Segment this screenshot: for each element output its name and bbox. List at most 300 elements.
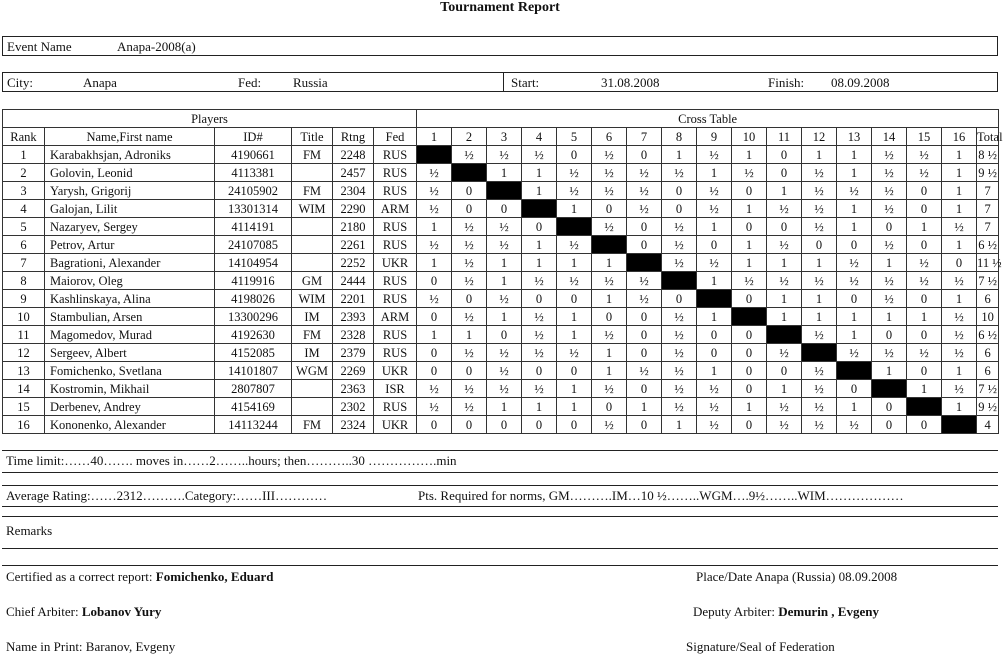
- result-cell: 0: [662, 182, 697, 200]
- result-cell: ½: [697, 380, 732, 398]
- result-cell: ½: [452, 254, 487, 272]
- total-cell: 11 ½: [977, 255, 1002, 270]
- result-cell: 0: [417, 362, 452, 380]
- rating-cell: 2302: [333, 398, 374, 416]
- result-cell: 0: [697, 326, 732, 344]
- federation-cell: UKR: [374, 416, 417, 434]
- result-cell: 0: [662, 200, 697, 218]
- result-cell: 1: [837, 200, 872, 218]
- player-name-cell: Karabakhsjan, Adroniks: [45, 146, 215, 164]
- result-cell: 0: [907, 362, 942, 380]
- result-cell: 0: [837, 380, 872, 398]
- player-id-cell: 4154169: [215, 398, 292, 416]
- result-cell: 0: [452, 182, 487, 200]
- total-cell: 7: [977, 200, 999, 218]
- round-header: 3: [487, 128, 522, 146]
- result-cell: 0: [557, 416, 592, 434]
- result-cell: 0: [417, 272, 452, 290]
- result-cell: ½: [837, 254, 872, 272]
- result-cell: ½: [837, 182, 872, 200]
- event-row: [2, 36, 998, 56]
- player-id-cell: 4119916: [215, 272, 292, 290]
- result-cell: 1: [697, 308, 732, 326]
- title-cell: [292, 254, 333, 272]
- result-cell: ½: [627, 182, 662, 200]
- result-cell: 1: [522, 254, 557, 272]
- result-cell: 0: [592, 200, 627, 218]
- column-header: Rank: [3, 128, 45, 146]
- result-cell: 1: [592, 344, 627, 362]
- result-cell: 1: [662, 146, 697, 164]
- result-cell: ½: [872, 200, 907, 218]
- result-cell: ½: [522, 326, 557, 344]
- federation-cell: RUS: [374, 236, 417, 254]
- player-id-cell: 24107085: [215, 236, 292, 254]
- self-pairing-cell: [452, 164, 487, 182]
- divider-remarks-bottom: [2, 548, 998, 549]
- player-name-cell: Kostromin, Mikhail: [45, 380, 215, 398]
- result-cell: ½: [662, 326, 697, 344]
- rank-cell: 2: [3, 164, 45, 182]
- result-cell: 0: [627, 146, 662, 164]
- total-cell: 7 ½: [978, 381, 997, 396]
- result-cell: 0: [837, 236, 872, 254]
- player-name-cell: Kashlinskaya, Alina: [45, 290, 215, 308]
- federation-cell: RUS: [374, 326, 417, 344]
- rating-cell: 2324: [333, 416, 374, 434]
- result-cell: ½: [592, 416, 627, 434]
- self-pairing-cell: [942, 416, 977, 434]
- result-cell: ½: [907, 146, 942, 164]
- result-cell: ½: [767, 398, 802, 416]
- round-header: 15: [907, 128, 942, 146]
- rating-cell: 2379: [333, 344, 374, 362]
- table-row: [3, 200, 999, 218]
- result-cell: 1: [592, 362, 627, 380]
- self-pairing-cell: [767, 326, 802, 344]
- rating-cell: 2290: [333, 200, 374, 218]
- result-cell: ½: [417, 290, 452, 308]
- result-cell: 0: [802, 236, 837, 254]
- result-cell: 1: [557, 308, 592, 326]
- rating-cell: 2180: [333, 218, 374, 236]
- rating-cell: 2444: [333, 272, 374, 290]
- title-cell: [292, 380, 333, 398]
- certified-line: [6, 569, 274, 585]
- result-cell: 1: [942, 182, 977, 200]
- result-cell: ½: [837, 272, 872, 290]
- result-cell: 1: [837, 398, 872, 416]
- title-cell: [292, 236, 333, 254]
- result-cell: 1: [697, 164, 732, 182]
- result-cell: 1: [767, 308, 802, 326]
- result-cell: 0: [872, 218, 907, 236]
- result-cell: ½: [627, 290, 662, 308]
- federation-cell: UKR: [374, 362, 417, 380]
- title-cell: WIM: [292, 290, 333, 308]
- result-cell: ½: [907, 164, 942, 182]
- result-cell: 1: [942, 362, 977, 380]
- city-value: Anapa: [83, 75, 117, 90]
- rating-cell: 2304: [333, 182, 374, 200]
- result-cell: ½: [662, 164, 697, 182]
- result-cell: ½: [697, 416, 732, 434]
- player-name-cell: Magomedov, Murad: [45, 326, 215, 344]
- player-name-cell: Galojan, Lilit: [45, 200, 215, 218]
- player-id-cell: 4152085: [215, 344, 292, 362]
- divider-rating-bottom: [2, 506, 998, 507]
- player-name-cell: Derbenev, Andrey: [45, 398, 215, 416]
- event-name-label: Event Name: [7, 39, 72, 54]
- result-cell: ½: [872, 236, 907, 254]
- result-cell: ½: [417, 398, 452, 416]
- result-cell: ½: [662, 398, 697, 416]
- total-cell: 7: [977, 218, 999, 236]
- rating-cell: 2201: [333, 290, 374, 308]
- result-cell: ½: [417, 236, 452, 254]
- result-cell: 1: [557, 380, 592, 398]
- self-pairing-cell: [662, 272, 697, 290]
- table-row: [3, 416, 999, 434]
- player-id-cell: 24105902: [215, 182, 292, 200]
- result-cell: ½: [592, 164, 627, 182]
- title-cell: [292, 398, 333, 416]
- federation-cell: RUS: [374, 290, 417, 308]
- rank-cell: 3: [3, 182, 45, 200]
- finish-label: Finish:: [768, 75, 805, 90]
- player-id-cell: 2807807: [215, 380, 292, 398]
- result-cell: 0: [732, 416, 767, 434]
- result-cell: 1: [732, 236, 767, 254]
- start-label: Start:: [511, 75, 540, 90]
- rank-cell: 16: [3, 416, 45, 434]
- result-cell: 1: [487, 308, 522, 326]
- title-cell: FM: [292, 416, 333, 434]
- result-cell: 1: [942, 200, 977, 218]
- result-cell: 1: [452, 326, 487, 344]
- result-cell: ½: [592, 218, 627, 236]
- name-in-print-line: [6, 639, 175, 655]
- rank-cell: 5: [3, 218, 45, 236]
- total-cell: 6: [977, 344, 999, 362]
- result-cell: ½: [802, 326, 837, 344]
- result-cell: 0: [627, 380, 662, 398]
- rating-cell: 2252: [333, 254, 374, 272]
- player-name-cell: Maiorov, Oleg: [45, 272, 215, 290]
- round-header: 14: [872, 128, 907, 146]
- self-pairing-cell: [697, 290, 732, 308]
- result-cell: ½: [942, 308, 977, 326]
- result-cell: ½: [767, 416, 802, 434]
- result-cell: 1: [417, 218, 452, 236]
- total-cell: 4: [977, 416, 999, 434]
- result-cell: 1: [732, 146, 767, 164]
- result-cell: ½: [452, 218, 487, 236]
- round-header: 6: [592, 128, 627, 146]
- rank-cell: 14: [3, 380, 45, 398]
- result-cell: 0: [732, 290, 767, 308]
- result-cell: 1: [942, 398, 977, 416]
- result-cell: 1: [697, 218, 732, 236]
- result-cell: 1: [802, 290, 837, 308]
- norms-required: Pts. Required for norms, GM……….IM…10 ½……..WGM….9½……..WIM………………: [418, 488, 904, 503]
- result-cell: ½: [417, 380, 452, 398]
- table-row: [3, 344, 999, 362]
- time-limit: Time limit:……40……. moves in……2……..hours; then………..30 …………….min: [6, 453, 457, 468]
- result-cell: ½: [767, 200, 802, 218]
- round-header: 8: [662, 128, 697, 146]
- result-cell: ½: [592, 146, 627, 164]
- result-cell: ½: [802, 200, 837, 218]
- result-cell: 1: [732, 398, 767, 416]
- result-cell: 0: [697, 236, 732, 254]
- self-pairing-cell: [487, 182, 522, 200]
- result-cell: 1: [837, 218, 872, 236]
- rank-cell: 9: [3, 290, 45, 308]
- federation-cell: RUS: [374, 218, 417, 236]
- result-cell: 0: [732, 344, 767, 362]
- rank-cell: 4: [3, 200, 45, 218]
- result-cell: ½: [452, 380, 487, 398]
- total-cell: 8 ½: [978, 147, 997, 162]
- cross-table-header: Cross Table: [417, 110, 999, 128]
- result-cell: ½: [802, 218, 837, 236]
- result-cell: 0: [452, 362, 487, 380]
- self-pairing-cell: [837, 362, 872, 380]
- divider-footer: [2, 565, 998, 566]
- result-cell: 1: [557, 398, 592, 416]
- table-row: [3, 164, 999, 182]
- result-cell: ½: [592, 380, 627, 398]
- name-in-print-label: Name in Print:: [6, 639, 83, 654]
- rating-cell: 2363: [333, 380, 374, 398]
- result-cell: ½: [697, 182, 732, 200]
- result-cell: 0: [872, 326, 907, 344]
- round-header: 2: [452, 128, 487, 146]
- result-cell: 0: [907, 236, 942, 254]
- result-cell: ½: [557, 272, 592, 290]
- total-cell: 6: [977, 290, 999, 308]
- column-header: Fed: [374, 128, 417, 146]
- result-cell: 1: [872, 254, 907, 272]
- result-cell: 1: [942, 236, 977, 254]
- title-cell: IM: [292, 308, 333, 326]
- finish-value: 08.09.2008: [831, 75, 890, 90]
- result-cell: ½: [802, 398, 837, 416]
- result-cell: ½: [557, 164, 592, 182]
- result-cell: 1: [487, 398, 522, 416]
- rating-cell: 2328: [333, 326, 374, 344]
- result-cell: ½: [697, 146, 732, 164]
- divider-time-bottom: [2, 472, 998, 473]
- result-cell: ½: [662, 362, 697, 380]
- result-cell: 1: [907, 380, 942, 398]
- result-cell: 0: [732, 218, 767, 236]
- result-cell: 0: [627, 326, 662, 344]
- rank-cell: 12: [3, 344, 45, 362]
- title-cell: [292, 164, 333, 182]
- total-cell: 9 ½: [978, 399, 997, 414]
- rank-cell: 8: [3, 272, 45, 290]
- round-header: 4: [522, 128, 557, 146]
- rating-cell: 2457: [333, 164, 374, 182]
- result-cell: ½: [487, 146, 522, 164]
- table-body: [3, 146, 1002, 434]
- result-cell: ½: [662, 254, 697, 272]
- result-cell: 0: [872, 416, 907, 434]
- fed-label: Fed:: [238, 75, 262, 90]
- result-cell: 0: [907, 200, 942, 218]
- signature-seal: Signature/Seal of Federation: [686, 639, 835, 654]
- result-cell: 1: [522, 398, 557, 416]
- player-id-cell: 4113381: [215, 164, 292, 182]
- result-cell: ½: [802, 272, 837, 290]
- title-cell: WIM: [292, 200, 333, 218]
- certified-name: Fomichenko, Eduard: [155, 569, 274, 584]
- result-cell: 1: [557, 254, 592, 272]
- title-cell: FM: [292, 182, 333, 200]
- result-cell: 1: [557, 200, 592, 218]
- result-cell: ½: [802, 416, 837, 434]
- round-header: 1: [417, 128, 452, 146]
- result-cell: ½: [697, 254, 732, 272]
- result-cell: ½: [452, 308, 487, 326]
- result-cell: 1: [837, 308, 872, 326]
- player-id-cell: 4190661: [215, 146, 292, 164]
- result-cell: 1: [907, 218, 942, 236]
- result-cell: 0: [487, 326, 522, 344]
- result-cell: 0: [487, 416, 522, 434]
- result-cell: ½: [557, 236, 592, 254]
- player-name-cell: Fomichenko, Svetlana: [45, 362, 215, 380]
- round-header: 7: [627, 128, 662, 146]
- result-cell: ½: [942, 218, 977, 236]
- result-cell: ½: [802, 182, 837, 200]
- result-cell: 0: [452, 200, 487, 218]
- result-cell: ½: [662, 308, 697, 326]
- player-name-cell: Golovin, Leonid: [45, 164, 215, 182]
- self-pairing-cell: [417, 146, 452, 164]
- result-cell: ½: [487, 380, 522, 398]
- result-cell: 0: [767, 218, 802, 236]
- self-pairing-cell: [732, 308, 767, 326]
- result-cell: 1: [697, 272, 732, 290]
- round-header: 9: [697, 128, 732, 146]
- result-cell: 1: [522, 182, 557, 200]
- result-cell: 0: [522, 290, 557, 308]
- result-cell: ½: [802, 362, 837, 380]
- result-cell: 0: [522, 218, 557, 236]
- result-cell: ½: [522, 344, 557, 362]
- event-name-value: Anapa-2008(a): [117, 39, 196, 54]
- result-cell: ½: [662, 344, 697, 362]
- column-header: ID#: [215, 128, 292, 146]
- result-cell: 0: [557, 146, 592, 164]
- result-cell: 0: [942, 254, 977, 272]
- self-pairing-cell: [627, 254, 662, 272]
- column-header-row: [3, 128, 999, 146]
- player-id-cell: 4192630: [215, 326, 292, 344]
- result-cell: 0: [417, 344, 452, 362]
- result-cell: 0: [732, 182, 767, 200]
- federation-cell: UKR: [374, 254, 417, 272]
- result-cell: 1: [662, 416, 697, 434]
- result-cell: 1: [767, 254, 802, 272]
- total-cell: 6 ½: [978, 237, 997, 252]
- result-cell: 1: [487, 272, 522, 290]
- city-label: City:: [7, 75, 34, 90]
- result-cell: 1: [487, 164, 522, 182]
- player-id-cell: 13301314: [215, 200, 292, 218]
- result-cell: ½: [627, 272, 662, 290]
- result-cell: 1: [872, 362, 907, 380]
- rank-cell: 11: [3, 326, 45, 344]
- report-title: Tournament Report: [440, 0, 560, 15]
- result-cell: 0: [907, 326, 942, 344]
- result-cell: 1: [767, 182, 802, 200]
- title-cell: IM: [292, 344, 333, 362]
- rating-cell: 2393: [333, 308, 374, 326]
- chief-arbiter-name: Lobanov Yury: [81, 604, 162, 619]
- deputy-arbiter-label: Deputy Arbiter:: [693, 604, 775, 619]
- total-cell: 7 ½: [978, 273, 997, 288]
- cross-table: [2, 109, 1003, 434]
- result-cell: 1: [802, 308, 837, 326]
- player-name-cell: Yarysh, Grigorij: [45, 182, 215, 200]
- result-cell: ½: [802, 380, 837, 398]
- result-cell: ½: [592, 272, 627, 290]
- certified-label: Certified as a correct report:: [6, 569, 153, 584]
- result-cell: 1: [557, 326, 592, 344]
- federation-cell: RUS: [374, 146, 417, 164]
- result-cell: ½: [872, 182, 907, 200]
- rank-cell: 15: [3, 398, 45, 416]
- result-cell: ½: [872, 146, 907, 164]
- result-cell: 0: [557, 290, 592, 308]
- result-cell: 0: [662, 290, 697, 308]
- result-cell: ½: [487, 236, 522, 254]
- column-header: Title: [292, 128, 333, 146]
- self-pairing-cell: [802, 344, 837, 362]
- round-header: 10: [732, 128, 767, 146]
- result-cell: 0: [522, 362, 557, 380]
- result-cell: ½: [417, 164, 452, 182]
- table-row: [3, 236, 999, 254]
- result-cell: 1: [417, 326, 452, 344]
- start-value: 31.08.2008: [601, 75, 660, 90]
- player-name-cell: Bagrationi, Alexander: [45, 254, 215, 272]
- result-cell: ½: [872, 290, 907, 308]
- deputy-arbiter-name: Demurin , Evgeny: [778, 604, 879, 619]
- result-cell: 0: [557, 362, 592, 380]
- self-pairing-cell: [557, 218, 592, 236]
- rank-cell: 1: [3, 146, 45, 164]
- total-cell: 9 ½: [978, 165, 997, 180]
- result-cell: ½: [907, 272, 942, 290]
- result-cell: ½: [452, 272, 487, 290]
- result-cell: ½: [767, 236, 802, 254]
- table-row: [3, 380, 999, 398]
- result-cell: ½: [942, 326, 977, 344]
- result-cell: ½: [697, 398, 732, 416]
- result-cell: ½: [522, 272, 557, 290]
- result-cell: ½: [522, 146, 557, 164]
- result-cell: 0: [907, 182, 942, 200]
- table-row: [3, 326, 999, 344]
- result-cell: ½: [767, 344, 802, 362]
- player-name-cell: Stambulian, Arsen: [45, 308, 215, 326]
- result-cell: 0: [452, 416, 487, 434]
